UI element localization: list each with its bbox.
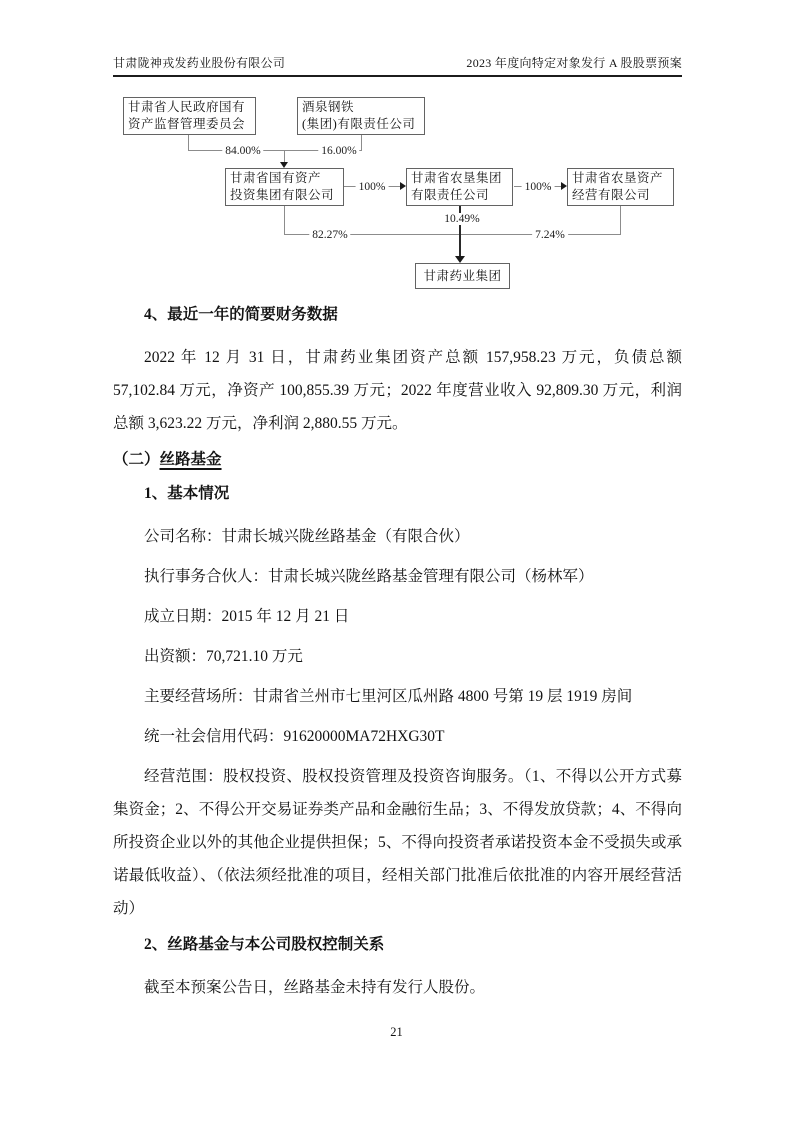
equity-structure-diagram xyxy=(0,90,793,302)
ownership-label: 7.24% xyxy=(532,229,568,241)
org-box-nongken-asset xyxy=(567,168,674,206)
info-item-credit-code: 统一社会信用代码：91620000MA72HXG30T xyxy=(144,728,445,745)
org-box-label: 酒泉钢铁 xyxy=(302,100,355,114)
info-item-company-name: 公司名称：甘肃长城兴陇丝路基金（有限合伙） xyxy=(144,528,470,545)
org-box-label: 甘肃省农垦资产 xyxy=(572,171,664,185)
document-body xyxy=(113,303,682,1012)
paragraph-control-relation: 截至本预案公告日，丝路基金未持有发行人股份。 xyxy=(144,979,486,996)
ownership-label: 10.49% xyxy=(441,213,482,225)
heading-basic-info: 1、基本情况 xyxy=(144,485,230,502)
connector-line xyxy=(284,206,285,234)
connector-line xyxy=(620,206,621,234)
org-box-gansu-sasac xyxy=(123,97,256,135)
header-company-name: 甘肃陇神戎发药业股份有限公司 xyxy=(113,56,286,70)
org-box-label: 经营有限公司 xyxy=(572,188,651,202)
ownership-label: 100% xyxy=(522,181,555,193)
arrow-down-icon xyxy=(455,256,465,263)
arrow-right-icon xyxy=(561,182,567,190)
org-box-nongken-group xyxy=(406,168,513,206)
paragraph-business-scope: 经营范围：股权投资、股权投资管理及投资咨询服务。（1、不得以公开方式募集资金；2、不得公开交易证券类产品和金融衍生品；3、不得发放贷款；4、不得向所投资企业以外的其他企业提供担保；5、不得向投资者承诺投资本金不受损失或承诺最低收益）、（依法须经批准的项目，经相关部门批准后依批准的内容开展经营活动） xyxy=(113,768,682,917)
info-item-establish-date: 成立日期：2015 年 12 月 21 日 xyxy=(144,608,350,625)
org-box-label: 甘肃省国有资产 xyxy=(230,171,322,185)
arrow-down-icon xyxy=(280,162,288,168)
paragraph-financial-data: 2022 年 12 月 31 日，甘肃药业集团资产总额 157,958.23 万元，负债总额 57,102.84 万元，净资产 100,855.39 万元；2022 年度营业收入 92,809.30 万元，利润总额 3,623.22 万元，净利润 2,880.55 万元。 xyxy=(113,349,682,432)
heading-prefix: （二） xyxy=(113,451,160,468)
org-box-label: 甘肃药业集团 xyxy=(423,269,502,283)
org-box-label: 资产监督管理委员会 xyxy=(128,117,246,131)
org-box-gansu-pharma-group xyxy=(415,263,510,289)
org-box-label: (集团)有限责任公司 xyxy=(302,117,416,131)
ownership-label: 82.27% xyxy=(309,229,350,241)
org-box-label: 甘肃省农垦集团 xyxy=(411,171,503,185)
ownership-label: 100% xyxy=(356,181,389,193)
ownership-label: 16.00% xyxy=(318,145,359,157)
org-box-label: 甘肃省人民政府国有 xyxy=(128,100,246,114)
connector-line xyxy=(188,135,189,150)
ownership-label: 84.00% xyxy=(222,145,263,157)
org-box-jiuquan-steel xyxy=(297,97,425,135)
heading-control-relation: 2、丝路基金与本公司股权控制关系 xyxy=(144,936,385,953)
info-item-executive-partner: 执行事务合伙人：甘肃长城兴陇丝路基金管理有限公司（杨林军） xyxy=(144,568,594,585)
info-item-address: 主要经营场所：甘肃省兰州市七里河区瓜州路 4800 号第 19 层 1919 房间 xyxy=(144,688,633,705)
info-item-capital: 出资额：70,721.10 万元 xyxy=(144,648,303,665)
page-number: 21 xyxy=(390,1025,403,1039)
header-doc-title: 2023 年度向特定对象发行 A 股股票预案 xyxy=(466,56,682,70)
org-box-state-owned-investment-group xyxy=(225,168,344,206)
heading-silk-road-fund xyxy=(113,448,682,472)
arrow-right-icon xyxy=(400,182,406,190)
heading-title-underlined: 丝路基金 xyxy=(159,451,222,468)
org-box-label: 投资集团有限公司 xyxy=(230,188,335,202)
org-box-label: 有限责任公司 xyxy=(411,188,490,202)
page-header xyxy=(113,54,682,77)
heading-financial-data: 4、最近一年的简要财务数据 xyxy=(144,306,338,323)
connector-line xyxy=(361,135,362,150)
